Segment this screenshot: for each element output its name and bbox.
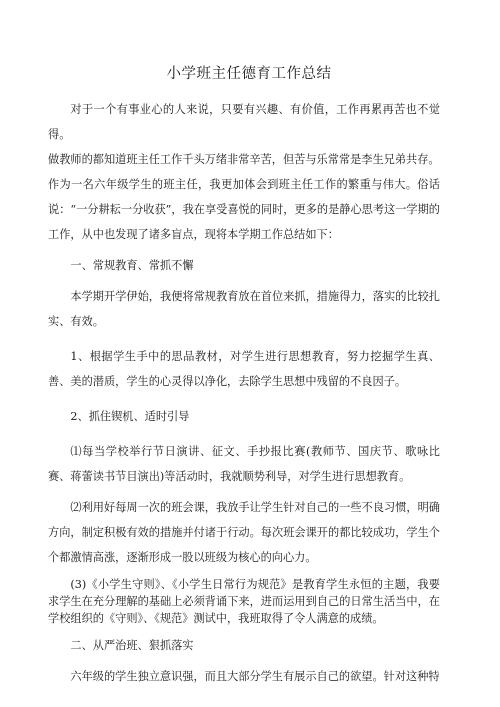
document-title: 小学班主任德育工作总结 [166,66,332,82]
subsection-heading-2: 2、抓住锲机、适时引导 [70,410,190,423]
paragraph-item-2-3: (3)《小学生守则》、《小学生日常行为规范》是教育学生永恒的主题，我要求学生在充分理解的基础上必须背诵下来，进而运用到自己的日常生活当中，在学校组织的《守则》、《规范》测试中，我班取得了令人满意的成绩。 [48,578,440,625]
paragraph-intro-2: 做教师的都知道班主任工作千头万绪非常辛苦，但苦与乐常常是李生兄弟共存。 [48,153,440,166]
paragraph-item-1: 1、根据学生手中的思品教材，对学生进行思想教育，努力挖掘学生真、善、美的潜质，学生的心灵得以净化，去除学生思想中残留的不良因子。 [48,350,440,388]
paragraph-item-2-2: ⑵利用好每周一次的班会课，我放手让学生针对自己的一些不良习惯，明确方向，制定积极有效的措施并付诸于行动。每次班会课开的都比较成功，学生个个都激情高涨，逐渐形成一股以班级为核心的向心力。 [48,501,440,564]
section-heading-1: 一、常规教育、常抓不懈 [70,259,194,272]
paragraph-intro-3: 作为一名六年级学生的班主任，我更加体会到班主任工作的繁重与伟大。俗话说：“一分耕耘一分收获”，我在享受喜悦的同时，更多的是静心思考这一学期的工作，从中也发现了诸多盲点，现将本学期工作总结如下： [48,178,440,241]
paragraph-section-1-intro: 本学期开学伊始，我便将常规教育放在首位来抓，措施得力，落实的比较扎实、有效。 [48,290,440,328]
paragraph-section-2-intro: 六年级的学生独立意识强，而且大部分学生有展示自己的欲望。针对这种特 [70,670,440,683]
section-heading-2: 二、从严治班、狠抓落实 [70,639,194,652]
paragraph-item-2-1: ⑴每当学校举行节日演讲、征文、手抄报比赛(教师节、国庆节、歌咏比赛、蒋蕾读书节目演出)等活动时，我就顺势利导，对学生进行思想教育。 [48,445,440,483]
paragraph-intro-1: 对于一个有事业心的人来说，只要有兴趣、有价值，工作再累再苦也不觉得。 [48,103,440,141]
